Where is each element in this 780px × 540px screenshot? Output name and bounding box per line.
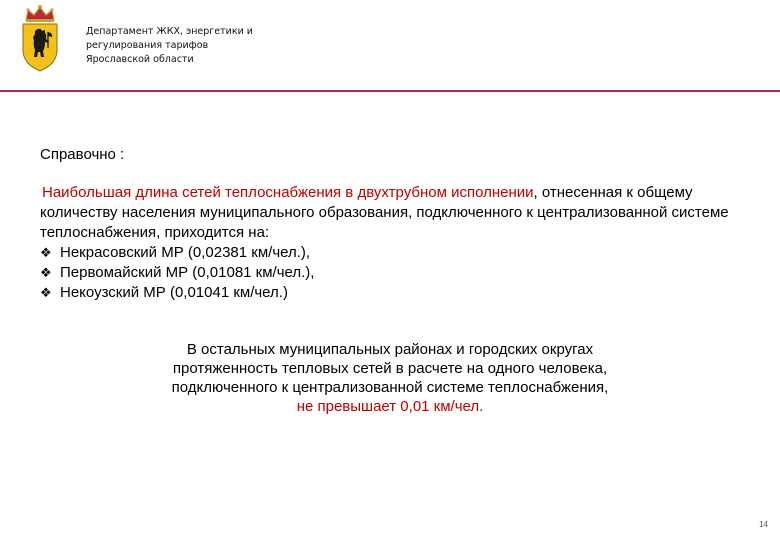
slide-content bbox=[40, 145, 760, 303]
page-number: 14 bbox=[759, 520, 768, 529]
main-paragraph bbox=[40, 183, 760, 243]
yaroslavl-coat-of-arms-icon bbox=[18, 4, 62, 74]
list-item-text: Некрасовский МР (0,02381 км/чел.), bbox=[60, 244, 311, 261]
slide-header bbox=[0, 0, 780, 92]
header-divider bbox=[0, 90, 780, 92]
paragraph-highlight: Наибольшая длина сетей теплоснабжения в двухтрубном исполнении bbox=[42, 184, 534, 201]
reference-title: Справочно : bbox=[40, 146, 125, 163]
paragraph-text: , отнесенная к общему количеству населения муниципального образования, подключенного к централизованной системе теплоснабжения, приходится на: bbox=[40, 184, 729, 241]
note-highlight-line: не превышает 0,01 км/чел. bbox=[296, 398, 484, 415]
note-line: подключенного к централизованной системе теплоснабжения, bbox=[171, 379, 609, 396]
summary-note bbox=[0, 340, 780, 416]
list-item-text: Первомайский МР (0,01081 км/чел.), bbox=[60, 264, 315, 281]
note-line: В остальных муниципальных районах и городских округах bbox=[186, 341, 594, 358]
diamond-bullet-icon: ❖ bbox=[40, 245, 52, 260]
list-item bbox=[40, 243, 760, 263]
district-list bbox=[40, 243, 760, 303]
note-line: протяженность тепловых сетей в расчете на одного человека, bbox=[172, 360, 608, 377]
diamond-bullet-icon: ❖ bbox=[40, 265, 52, 280]
organization-name: Департамент ЖКХ, энергетики и регулирования тарифов Ярославской области bbox=[86, 26, 253, 65]
list-item-text: Некоузский МР (0,01041 км/чел.) bbox=[60, 284, 288, 301]
list-item bbox=[40, 283, 760, 303]
list-item bbox=[40, 263, 760, 283]
diamond-bullet-icon: ❖ bbox=[40, 285, 52, 300]
